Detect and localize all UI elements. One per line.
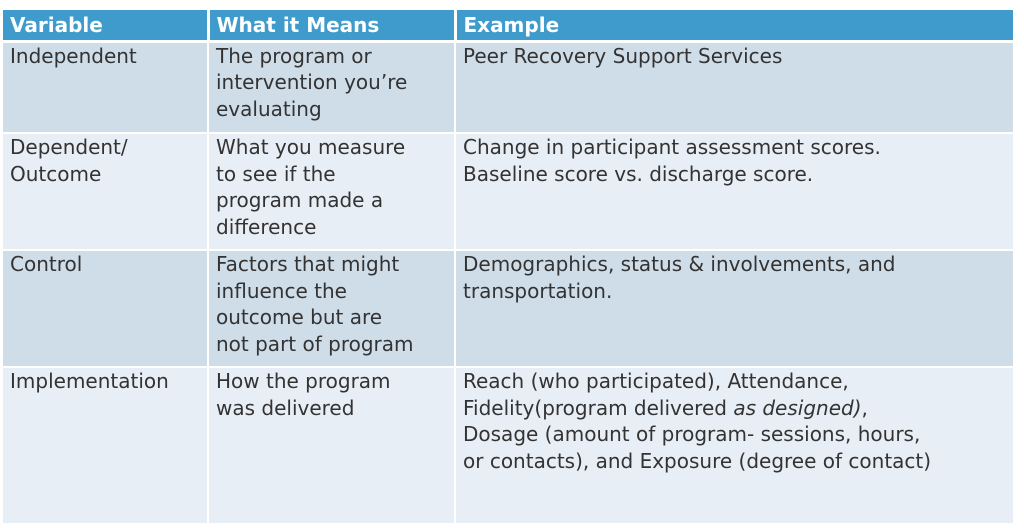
table-row-independent <box>3 41 1013 133</box>
variable-cell <box>3 133 208 250</box>
meaning-text: evaluating <box>216 96 322 121</box>
variable-text: Dependent/ <box>10 135 128 159</box>
table-row-implementation <box>3 367 1013 524</box>
example-text: Change in participant assessment scores. <box>463 135 881 159</box>
meaning-text: not part of program <box>216 331 414 356</box>
header-variable: Variable <box>3 10 208 41</box>
example-text <box>463 395 1009 422</box>
header-row <box>3 10 1013 41</box>
meaning-text: outcome but are <box>216 305 383 329</box>
meaning-text: The program or <box>216 43 372 68</box>
meaning-cell <box>208 133 455 250</box>
variable-cell <box>3 250 208 367</box>
variable-text: Implementation <box>10 369 169 393</box>
meaning-text: influence the <box>216 278 347 303</box>
meaning-text: difference <box>216 214 317 239</box>
table-row-dependent <box>3 133 1013 250</box>
example-text: Demographics, status & involvements, and <box>463 252 896 276</box>
meaning-text: Factors that might <box>216 252 400 276</box>
example-italic-text: as designed) <box>733 395 862 420</box>
meaning-text: to see if the <box>216 161 336 186</box>
variable-text: Outcome <box>10 161 102 186</box>
example-cell <box>455 41 1013 133</box>
variable-text: Independent <box>10 43 137 68</box>
header-example: Example <box>455 10 1013 41</box>
variable-cell <box>3 41 208 133</box>
example-text-part: Fidelity(program delivered <box>463 395 734 420</box>
variable-cell <box>3 367 208 524</box>
example-text: or contacts), and Exposure (degree of contact) <box>463 448 932 473</box>
meaning-text: was delivered <box>216 395 355 420</box>
example-text: Baseline score vs. discharge score. <box>463 161 814 186</box>
example-text: Dosage (amount of program- sessions, hours, <box>463 422 921 446</box>
example-cell <box>455 367 1013 524</box>
example-text: Peer Recovery Support Services <box>463 43 783 68</box>
example-text: transportation. <box>463 278 613 303</box>
meaning-text: program made a <box>216 188 384 212</box>
meaning-text: intervention you’re <box>216 70 408 94</box>
header-what-it-means: What it Means <box>208 10 455 41</box>
example-cell <box>455 133 1013 250</box>
meaning-cell <box>208 41 455 133</box>
meaning-cell <box>208 367 455 524</box>
variables-table <box>3 10 1013 525</box>
example-cell <box>455 250 1013 367</box>
table-row-control <box>3 250 1013 367</box>
example-text: Reach (who participated), Attendance, <box>463 369 849 393</box>
meaning-text: What you measure <box>216 135 406 159</box>
variable-text: Control <box>10 252 83 276</box>
example-text-part: , <box>861 395 868 420</box>
meaning-cell <box>208 250 455 367</box>
meaning-text: How the program <box>216 369 391 393</box>
